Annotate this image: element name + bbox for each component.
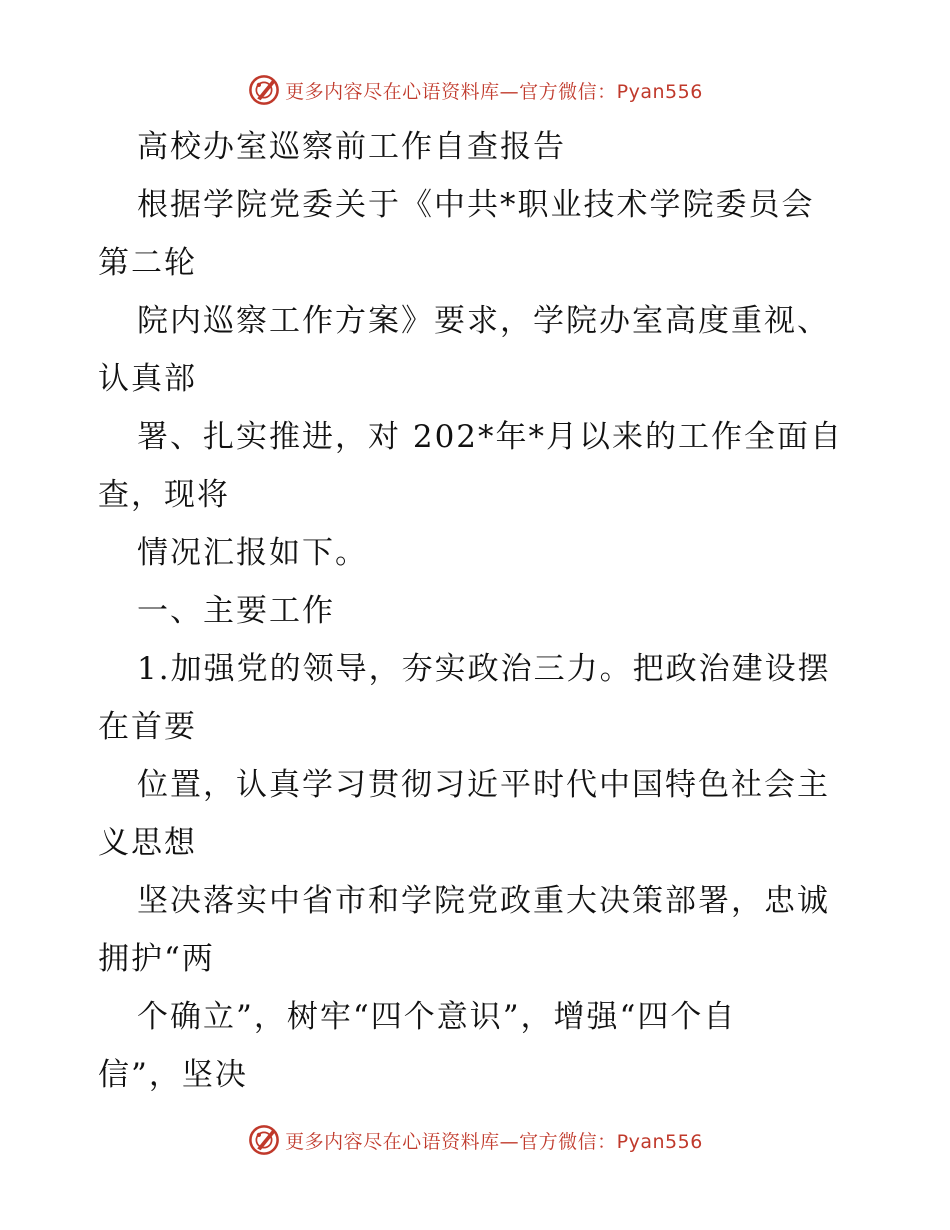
section-heading: 一、主要工作 bbox=[137, 593, 335, 629]
paragraph-line: 在首要 bbox=[98, 709, 197, 745]
watermark-text: 更多内容尽在心语资料库—官方微信：Pyan556 bbox=[285, 80, 703, 103]
paragraph-line: 1.加强党的领导，夯实政治三力。把政治建设摆 bbox=[137, 651, 831, 687]
footer-watermark-banner bbox=[0, 1120, 950, 1160]
paragraph-line: 个确立”，树牢“四个意识”，增强“四个自 bbox=[137, 999, 737, 1035]
paragraph-line: 坚决落实中省市和学院党政重大决策部署，忠诚 bbox=[137, 883, 830, 919]
paragraph-line: 位置，认真学习贯彻习近平时代中国特色社会主 bbox=[137, 767, 830, 803]
paragraph-line: 第二轮 bbox=[98, 245, 197, 281]
watermark-logo-icon bbox=[247, 1123, 281, 1157]
paragraph-line: 认真部 bbox=[98, 361, 197, 397]
paragraph-line: 信”，坚决 bbox=[98, 1057, 248, 1093]
paragraph-line: 查，现将 bbox=[98, 477, 230, 513]
paragraph-line: 根据学院党委关于《中共*职业技术学院委员会 bbox=[137, 187, 815, 223]
paragraph-line: 署、扎实推进，对 202*年*月以来的工作全面自 bbox=[137, 419, 844, 455]
paragraph-line: 义思想 bbox=[98, 825, 197, 861]
document-body bbox=[0, 118, 950, 1104]
paragraph-line: 拥护“两 bbox=[98, 941, 215, 977]
header-watermark-banner bbox=[0, 70, 950, 110]
watermark-logo-icon bbox=[247, 73, 281, 107]
paragraph-line: 情况汇报如下。 bbox=[137, 535, 368, 571]
document-title: 高校办室巡察前工作自查报告 bbox=[137, 129, 566, 165]
watermark-text: 更多内容尽在心语资料库—官方微信：Pyan556 bbox=[285, 1130, 703, 1153]
paragraph-line: 院内巡察工作方案》要求，学院办室高度重视、 bbox=[137, 303, 830, 339]
